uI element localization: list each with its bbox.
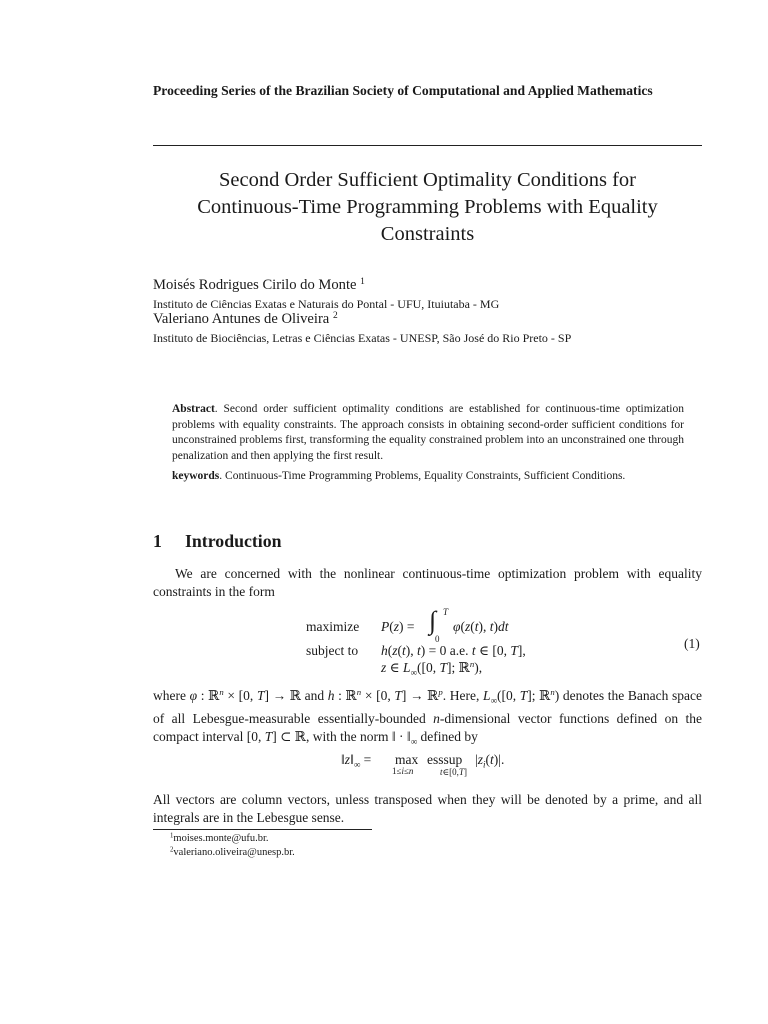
abstract-label: Abstract [172,403,215,415]
norm-eq-rhs: $|z_i(t)|$. [475,752,505,770]
author-1-name: Moisés Rodrigues Cirilo do Monte [153,277,357,293]
p2-vector-functions: -dimensional vector functions defined on the compact interval [153,711,703,744]
author-1-footnote-mark: 1 [360,276,365,287]
section-title: Introduction [185,531,282,551]
author-2 [153,310,338,328]
footnote-2-mark: 2 [170,846,174,854]
author-2-name: Valeriano Antunes de Oliveira [153,311,330,327]
norm-eq-max: max [395,752,419,767]
eq-ae-label: a.e. [449,643,469,658]
footnote-1-mark: 1 [170,832,174,840]
p2-and: and [304,688,325,703]
eq-integrand: φ(z(t), t)dt [453,619,509,634]
p2-banach: denotes the Banach space of all Lebesgue-measurable essentially-bounded [153,688,703,727]
intro-paragraph-2: where φ : ℝ$^n$ × [0, T] → ℝ and h : ℝ$^n$ × [0, T] → ℝ$^p$. Here, $L_\infty([0$, T]; ℝ$^n$) denotes the Banach space of all Lebesgue-measurable essentially-bounded n-dimensional vector functions defined on the compact interval [0, T] ⊂ ℝ, with the norm ‖ · $‖_\infty$ defined by [153,687,703,747]
title-line-1: Second Order Sufficient Optimality Conditions for [219,169,636,191]
footnote-2-email: valeriano.oliveira@unesp.br. [173,847,295,858]
p2-where: where [153,688,186,703]
eq-integral-lower: 0 [435,634,440,644]
keywords-label: keywords [172,470,220,482]
section-number: 1 [153,531,162,551]
eq-constraint: h(z(t), t) = 0 a.e. t ∈ [0, T], [381,643,526,658]
footnote-rule [153,829,372,830]
footnote-2 [170,846,295,859]
p2-defined-by: defined by [420,728,478,744]
author-1 [153,276,365,294]
eq-integral-sign: ∫ [429,606,437,635]
header-rule [153,145,702,146]
abstract-block [172,402,684,485]
author-1-affiliation: Instituto de Ciências Exatas e Naturais do Pontal - UFU, Ituiutaba - MG [153,297,500,311]
keywords-text: . Continuous-Time Programming Problems, Equality Constraints, Sufficient Conditions. [219,470,626,482]
norm-eq-esssup: esssup [427,752,463,767]
paper-title [153,167,702,248]
abstract-text: . Second order sufficient optimality conditions are established for continuous-time optimization problems with equality constraints. The approach consists in obtaining second-order sufficient conditions for unconstrained problems first, transforming the equality constrained problem into an unconstrained one through penalization and then applying the first result. [172,403,684,462]
footnote-1-email: moises.monte@ufu.br. [173,833,269,844]
keywords-paragraph [172,469,684,485]
norm-eq-lhs: $‖z‖_\infty$ = [341,752,372,770]
abstract-paragraph [172,402,684,464]
proceedings-series-header: Proceeding Series of the Brazilian Society of Computational and Applied Mathematics [153,83,653,98]
eq-subject-to-label: subject to [306,643,359,658]
eq-maximize-label: maximize [306,619,360,634]
eq-objective: P(z) = [381,619,415,634]
intro-paragraph-1: We are concerned with the nonlinear continuous-time optimization problem with equality constraints in the form [153,566,702,599]
author-2-affiliation: Instituto de Biociências, Letras e Ciências Exatas - UNESP, São José do Rio Preto - SP [153,331,572,345]
footnote-1 [170,832,269,845]
norm-eq-max-range: 1≤i≤n [392,766,414,776]
norm-eq-esssup-range: t∈[0,T] [440,767,467,777]
eq-number: (1) [684,636,700,651]
eq-integral-upper: T [443,607,449,617]
author-2-footnote-mark: 2 [332,310,338,321]
title-line-3: Constraints [380,223,475,245]
title-line-2: Continuous-Time Programming Problems with Equality [197,196,658,218]
p2-norm: , with the norm [306,728,389,744]
p2-here: . Here, [442,688,480,703]
intro-paragraph-3: All vectors are column vectors, unless transposed when they will be denoted by a prime, and all integrals are in the Lebesgue sense. [153,792,702,825]
eq-domain: z ∈ $L_\infty([0$, T]; ℝ$^n$), [381,659,483,678]
